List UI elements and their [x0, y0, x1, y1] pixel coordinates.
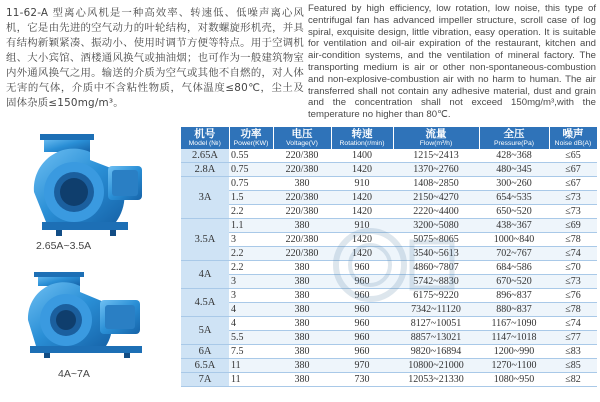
table-cell: 1420 [331, 191, 393, 205]
table-cell: ≤69 [549, 219, 597, 233]
table-cell: 220/380 [273, 205, 331, 219]
column-header [393, 127, 479, 149]
table-cell: 4 [229, 303, 273, 317]
table-cell: 380 [273, 219, 331, 233]
table-cell: 1200~990 [479, 345, 549, 359]
table-cell: ≤67 [549, 177, 597, 191]
fan-caption-large: 4A~7A [58, 368, 90, 380]
column-header-unit: Rotation(r/min) [339, 140, 385, 147]
table-row [181, 205, 597, 219]
english-description: Featured by high efficiency, low rotation, low noise, this type of centrifugal fan has advanced impeller structure, scroll case of log spiral, exquisite design, little vibration, easy operation. It is suitable for ventilation and oil-air expiration of the restaurant, kitchen and air-condition systems, and the ventilation of mineral factory. The transporting medium is air or other non-spontaneous-combustion and non-explosive-combustion air with no harm to human. The air transferred shall not contain any adhesive material, dust and grain and the concentration shall not exceed 150mg/m³,with the temperature no higher than 80℃. [308, 3, 596, 121]
table-row [181, 289, 597, 303]
column-header [273, 127, 331, 149]
column-header-label: 转速 [351, 128, 373, 140]
column-header-label: 流量 [425, 128, 447, 140]
table-cell: 7.5 [229, 345, 273, 359]
table-cell: 896~837 [479, 289, 549, 303]
table-cell: 5075~8065 [393, 233, 479, 247]
table-cell: 220/380 [273, 163, 331, 177]
table-cell: 4860~7807 [393, 261, 479, 275]
table-row [181, 247, 597, 261]
column-header-label: 电压 [291, 128, 313, 140]
table-cell: 3 [229, 275, 273, 289]
table-cell: 960 [331, 303, 393, 317]
table-cell: 1147~1018 [479, 331, 549, 345]
table-cell: ≤77 [549, 331, 597, 345]
table-cell: 380 [273, 303, 331, 317]
column-header [331, 127, 393, 149]
table-cell: ≤73 [549, 275, 597, 289]
table-cell: 880~837 [479, 303, 549, 317]
table-cell: 1215~2413 [393, 149, 479, 163]
table-cell: 910 [331, 219, 393, 233]
fan-spec-table [181, 127, 598, 387]
table-row [181, 163, 597, 177]
table-cell: 2.2 [229, 205, 273, 219]
model-cell: 5A [181, 317, 229, 345]
table-cell: 3 [229, 289, 273, 303]
table-cell: 960 [331, 331, 393, 345]
table-cell: 8127~10051 [393, 317, 479, 331]
table-cell: 960 [331, 275, 393, 289]
table-cell: ≤73 [549, 191, 597, 205]
table-row [181, 331, 597, 345]
table-cell: 2220~4400 [393, 205, 479, 219]
table-cell: 1420 [331, 205, 393, 219]
table-cell: 380 [273, 289, 331, 303]
table-cell: 9820~16894 [393, 345, 479, 359]
table-cell: ≤76 [549, 289, 597, 303]
model-cell: 4.5A [181, 289, 229, 317]
table-cell: 1408~2850 [393, 177, 479, 191]
table-cell: 1.5 [229, 191, 273, 205]
table-cell: 5.5 [229, 331, 273, 345]
table-cell: ≤65 [549, 149, 597, 163]
model-cell: 3.5A [181, 219, 229, 261]
column-header [549, 127, 597, 149]
table-cell: 960 [331, 261, 393, 275]
table-cell: 380 [273, 177, 331, 191]
table-cell: 4 [229, 317, 273, 331]
table-cell: 7342~11120 [393, 303, 479, 317]
fan-caption-small: 2.65A~3.5A [36, 240, 92, 252]
table-cell: 0.75 [229, 177, 273, 191]
table-cell: 1420 [331, 163, 393, 177]
column-header-label: 机号 [194, 128, 216, 140]
table-cell: 220/380 [273, 191, 331, 205]
table-cell: ≤78 [549, 233, 597, 247]
column-header [181, 127, 229, 149]
table-cell: 380 [273, 331, 331, 345]
table-row [181, 233, 597, 247]
table-cell: 11 [229, 359, 273, 373]
table-cell: 3 [229, 233, 273, 247]
column-header [479, 127, 549, 149]
table-cell: 220/380 [273, 149, 331, 163]
table-cell: 380 [273, 359, 331, 373]
table-cell: ≤82 [549, 373, 597, 387]
table-cell: 1080~950 [479, 373, 549, 387]
table-body [181, 149, 597, 387]
table-cell: 2.2 [229, 261, 273, 275]
table-cell: 12053~21330 [393, 373, 479, 387]
chinese-description: 11-62-A 型离心风机是一种高效率、转速低、低噪声离心风机，它是由先进的空气动力的叶轮结构，对数螺旋形机壳，并具有结构新颖紧凑、振动小、使用时调节方便等特点。用于空调机组、大小宾馆、酒楼通风换气或抽油烟；也可作为一般建筑物室内外通风换气之用。输送的介质为空气或其他不自燃的，对人体无害的气体，介质中不含粘性物质，气体温度≤80℃，尘土及固体杂质≤150mg/m³。 [6, 7, 304, 109]
table-cell: ≤78 [549, 303, 597, 317]
table-cell: 438~367 [479, 219, 549, 233]
table-cell: ≤74 [549, 247, 597, 261]
table-cell: 8857~13021 [393, 331, 479, 345]
column-header-label: 全压 [503, 128, 525, 140]
model-cell: 2.8A [181, 163, 229, 177]
table-cell: 3200~5080 [393, 219, 479, 233]
table-row [181, 317, 597, 331]
table-cell: 220/380 [273, 233, 331, 247]
table-row [181, 345, 597, 359]
model-cell: 6.5A [181, 359, 229, 373]
column-header [229, 127, 273, 149]
table-cell: 380 [273, 261, 331, 275]
table-cell: 1.1 [229, 219, 273, 233]
table-cell: 480~345 [479, 163, 549, 177]
column-header-unit: Noise dB(A) [554, 140, 592, 147]
column-header-unit: Model (№) [188, 140, 221, 147]
table-cell: 960 [331, 345, 393, 359]
table-cell: 1000~840 [479, 233, 549, 247]
table-row [181, 303, 597, 317]
table-cell: 6175~9220 [393, 289, 479, 303]
table-row [181, 359, 597, 373]
table-row [181, 373, 597, 387]
table-row [181, 219, 597, 233]
table-cell: 650~520 [479, 205, 549, 219]
table-cell: 670~520 [479, 275, 549, 289]
table-cell: 960 [331, 317, 393, 331]
table-cell: ≤67 [549, 163, 597, 177]
model-cell: 4A [181, 261, 229, 289]
model-cell: 3A [181, 177, 229, 219]
table-cell: 300~260 [479, 177, 549, 191]
table-cell: 910 [331, 177, 393, 191]
table-cell: ≤83 [549, 345, 597, 359]
table-cell: 960 [331, 289, 393, 303]
table-cell: 0.55 [229, 149, 273, 163]
column-header-unit: Flow(m³/h) [419, 140, 453, 147]
table-cell: ≤85 [549, 359, 597, 373]
column-header-label: 功率 [240, 128, 262, 140]
column-header-unit: Pressure(Pa) [493, 140, 535, 147]
table-row [181, 261, 597, 275]
model-cell: 2.65A [181, 149, 229, 163]
table-cell: 0.75 [229, 163, 273, 177]
table-cell: ≤73 [549, 205, 597, 219]
table-cell: 220/380 [273, 247, 331, 261]
table-row [181, 191, 597, 205]
table-cell: ≤70 [549, 261, 597, 275]
table-cell: 702~767 [479, 247, 549, 261]
table-cell: 1420 [331, 247, 393, 261]
table-cell: 10800~21000 [393, 359, 479, 373]
table-cell: 730 [331, 373, 393, 387]
table-cell: 1270~1100 [479, 359, 549, 373]
table-cell: 654~535 [479, 191, 549, 205]
table-cell: 428~368 [479, 149, 549, 163]
table-cell: 1420 [331, 233, 393, 247]
table-cell: 1400 [331, 149, 393, 163]
table-cell: 3540~5613 [393, 247, 479, 261]
table-cell: 5742~8830 [393, 275, 479, 289]
table-cell: 11 [229, 373, 273, 387]
table-row [181, 275, 597, 289]
table-row [181, 177, 597, 191]
column-header-unit: Power(KW) [233, 140, 269, 147]
table-cell: 970 [331, 359, 393, 373]
table-cell: 380 [273, 317, 331, 331]
table-cell: 380 [273, 345, 331, 359]
table-cell: 2.2 [229, 247, 273, 261]
column-header-unit: Voltage(V) [286, 140, 318, 147]
table-cell: 380 [273, 275, 331, 289]
centrifugal-fan-small-image [16, 130, 156, 240]
model-cell: 7A [181, 373, 229, 387]
centrifugal-fan-large-image [16, 270, 156, 360]
table-cell: 1370~2760 [393, 163, 479, 177]
table-cell: 1167~1090 [479, 317, 549, 331]
table-cell: 380 [273, 373, 331, 387]
table-cell: ≤74 [549, 317, 597, 331]
table-cell: 684~586 [479, 261, 549, 275]
table-header-row [181, 127, 597, 149]
table-row [181, 149, 597, 163]
table-cell: 2150~4270 [393, 191, 479, 205]
column-header-label: 噪声 [562, 128, 584, 140]
model-cell: 6A [181, 345, 229, 359]
